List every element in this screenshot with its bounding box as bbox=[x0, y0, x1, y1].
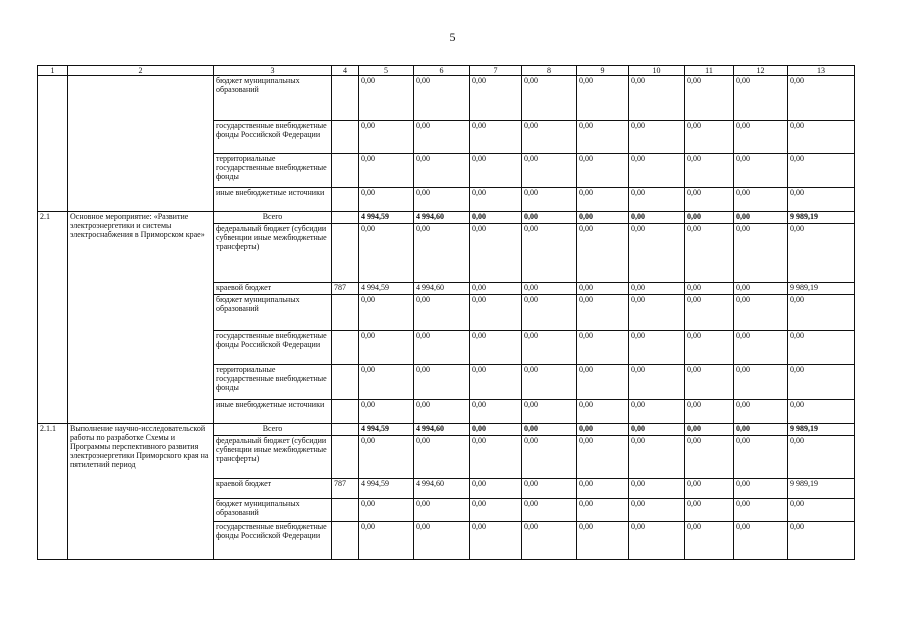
value-cell-col-6: 0,00 bbox=[414, 522, 470, 560]
value-cell-col-9: 0,00 bbox=[577, 154, 629, 188]
value-cell-col-13: 0,00 bbox=[788, 121, 855, 154]
value-cell-col-12: 0,00 bbox=[734, 331, 788, 365]
table-row bbox=[38, 212, 855, 224]
value-cell-col-12: 0,00 bbox=[734, 188, 788, 212]
code-cell bbox=[332, 76, 359, 121]
value-cell-col-5: 0,00 bbox=[359, 121, 414, 154]
col-header-6: 6 bbox=[414, 66, 470, 76]
code-cell bbox=[332, 331, 359, 365]
value-cell-col-5: 4 994,59 bbox=[359, 479, 414, 499]
value-cell-col-5: 0,00 bbox=[359, 400, 414, 424]
value-cell-col-6: 0,00 bbox=[414, 224, 470, 283]
value-cell-col-8: 0,00 bbox=[522, 188, 577, 212]
col-header-7: 7 bbox=[470, 66, 522, 76]
value-cell-col-13: 9 989,19 bbox=[788, 424, 855, 436]
value-cell-col-10: 0,00 bbox=[629, 188, 685, 212]
item-name-cell: Выполнение научно-исследовательской работы по разработке Схемы и Программы перспективного развития электроэнергетики Приморского края на пятилетний период bbox=[68, 424, 214, 560]
value-cell-col-11: 0,00 bbox=[685, 424, 734, 436]
value-cell-col-12: 0,00 bbox=[734, 499, 788, 522]
funding-source-cell: иные внебюджетные источники bbox=[214, 188, 332, 212]
value-cell-col-5: 4 994,59 bbox=[359, 283, 414, 295]
value-cell-col-13: 0,00 bbox=[788, 400, 855, 424]
value-cell-col-11: 0,00 bbox=[685, 76, 734, 121]
item-number-cell bbox=[38, 76, 68, 212]
value-cell-col-5: 0,00 bbox=[359, 295, 414, 331]
value-cell-col-5: 4 994,59 bbox=[359, 212, 414, 224]
funding-source-cell: территориальные государственные внебюджетные фонды bbox=[214, 365, 332, 400]
value-cell-col-7: 0,00 bbox=[470, 400, 522, 424]
value-cell-col-9: 0,00 bbox=[577, 121, 629, 154]
value-cell-col-11: 0,00 bbox=[685, 224, 734, 283]
value-cell-col-6: 0,00 bbox=[414, 76, 470, 121]
value-cell-col-8: 0,00 bbox=[522, 121, 577, 154]
value-cell-col-9: 0,00 bbox=[577, 188, 629, 212]
value-cell-col-11: 0,00 bbox=[685, 522, 734, 560]
value-cell-col-9: 0,00 bbox=[577, 76, 629, 121]
value-cell-col-7: 0,00 bbox=[470, 76, 522, 121]
code-cell bbox=[332, 224, 359, 283]
value-cell-col-11: 0,00 bbox=[685, 400, 734, 424]
budget-table bbox=[37, 65, 855, 560]
value-cell-col-6: 0,00 bbox=[414, 365, 470, 400]
funding-source-cell: бюджет муниципальных образований bbox=[214, 76, 332, 121]
value-cell-col-13: 0,00 bbox=[788, 499, 855, 522]
value-cell-col-6: 0,00 bbox=[414, 400, 470, 424]
value-cell-col-10: 0,00 bbox=[629, 479, 685, 499]
col-header-13: 13 bbox=[788, 66, 855, 76]
value-cell-col-12: 0,00 bbox=[734, 212, 788, 224]
value-cell-col-6: 0,00 bbox=[414, 331, 470, 365]
value-cell-col-9: 0,00 bbox=[577, 400, 629, 424]
value-cell-col-8: 0,00 bbox=[522, 331, 577, 365]
value-cell-col-5: 0,00 bbox=[359, 154, 414, 188]
value-cell-col-6: 4 994,60 bbox=[414, 479, 470, 499]
value-cell-col-11: 0,00 bbox=[685, 436, 734, 479]
value-cell-col-11: 0,00 bbox=[685, 154, 734, 188]
value-cell-col-11: 0,00 bbox=[685, 295, 734, 331]
value-cell-col-12: 0,00 bbox=[734, 400, 788, 424]
value-cell-col-10: 0,00 bbox=[629, 436, 685, 479]
code-cell bbox=[332, 400, 359, 424]
funding-source-cell: иные внебюджетные источники bbox=[214, 400, 332, 424]
funding-source-cell: территориальные государственные внебюджетные фонды bbox=[214, 154, 332, 188]
value-cell-col-8: 0,00 bbox=[522, 522, 577, 560]
value-cell-col-5: 0,00 bbox=[359, 188, 414, 212]
value-cell-col-8: 0,00 bbox=[522, 212, 577, 224]
value-cell-col-10: 0,00 bbox=[629, 331, 685, 365]
value-cell-col-8: 0,00 bbox=[522, 424, 577, 436]
value-cell-col-11: 0,00 bbox=[685, 121, 734, 154]
value-cell-col-8: 0,00 bbox=[522, 76, 577, 121]
value-cell-col-11: 0,00 bbox=[685, 331, 734, 365]
value-cell-col-7: 0,00 bbox=[470, 121, 522, 154]
value-cell-col-5: 0,00 bbox=[359, 499, 414, 522]
value-cell-col-10: 0,00 bbox=[629, 522, 685, 560]
header-row bbox=[38, 66, 855, 76]
value-cell-col-13: 0,00 bbox=[788, 76, 855, 121]
value-cell-col-9: 0,00 bbox=[577, 436, 629, 479]
value-cell-col-13: 0,00 bbox=[788, 365, 855, 400]
value-cell-col-10: 0,00 bbox=[629, 365, 685, 400]
value-cell-col-8: 0,00 bbox=[522, 499, 577, 522]
value-cell-col-6: 4 994,60 bbox=[414, 424, 470, 436]
col-header-2: 2 bbox=[68, 66, 214, 76]
value-cell-col-8: 0,00 bbox=[522, 365, 577, 400]
value-cell-col-12: 0,00 bbox=[734, 76, 788, 121]
value-cell-col-12: 0,00 bbox=[734, 224, 788, 283]
table-row bbox=[38, 424, 855, 436]
value-cell-col-5: 0,00 bbox=[359, 331, 414, 365]
code-cell bbox=[332, 154, 359, 188]
value-cell-col-13: 9 989,19 bbox=[788, 212, 855, 224]
value-cell-col-9: 0,00 bbox=[577, 365, 629, 400]
value-cell-col-8: 0,00 bbox=[522, 283, 577, 295]
value-cell-col-6: 0,00 bbox=[414, 499, 470, 522]
value-cell-col-13: 0,00 bbox=[788, 522, 855, 560]
value-cell-col-7: 0,00 bbox=[470, 188, 522, 212]
funding-source-cell: федеральный бюджет (субсидии субвенции иные межбюджетные трансферты) bbox=[214, 224, 332, 283]
code-cell bbox=[332, 212, 359, 224]
value-cell-col-5: 0,00 bbox=[359, 522, 414, 560]
value-cell-col-10: 0,00 bbox=[629, 283, 685, 295]
value-cell-col-7: 0,00 bbox=[470, 283, 522, 295]
code-cell bbox=[332, 121, 359, 154]
value-cell-col-12: 0,00 bbox=[734, 121, 788, 154]
code-cell bbox=[332, 522, 359, 560]
funding-source-cell: бюджет муниципальных образований bbox=[214, 499, 332, 522]
page-number: 5 bbox=[449, 30, 456, 44]
value-cell-col-7: 0,00 bbox=[470, 436, 522, 479]
funding-source-cell: Всего bbox=[214, 424, 332, 436]
value-cell-col-9: 0,00 bbox=[577, 522, 629, 560]
value-cell-col-12: 0,00 bbox=[734, 295, 788, 331]
funding-source-cell: федеральный бюджет (субсидии субвенции иные межбюджетные трансферты) bbox=[214, 436, 332, 479]
value-cell-col-13: 9 989,19 bbox=[788, 283, 855, 295]
col-header-11: 11 bbox=[685, 66, 734, 76]
col-header-8: 8 bbox=[522, 66, 577, 76]
value-cell-col-8: 0,00 bbox=[522, 436, 577, 479]
value-cell-col-10: 0,00 bbox=[629, 76, 685, 121]
value-cell-col-9: 0,00 bbox=[577, 479, 629, 499]
col-header-9: 9 bbox=[577, 66, 629, 76]
value-cell-col-7: 0,00 bbox=[470, 522, 522, 560]
item-number-cell: 2.1 bbox=[38, 212, 68, 424]
value-cell-col-13: 0,00 bbox=[788, 331, 855, 365]
table-row bbox=[38, 76, 855, 121]
value-cell-col-7: 0,00 bbox=[470, 365, 522, 400]
value-cell-col-6: 0,00 bbox=[414, 436, 470, 479]
code-cell: 787 bbox=[332, 283, 359, 295]
value-cell-col-13: 0,00 bbox=[788, 436, 855, 479]
value-cell-col-8: 0,00 bbox=[522, 400, 577, 424]
value-cell-col-8: 0,00 bbox=[522, 479, 577, 499]
value-cell-col-10: 0,00 bbox=[629, 499, 685, 522]
value-cell-col-9: 0,00 bbox=[577, 224, 629, 283]
value-cell-col-5: 0,00 bbox=[359, 224, 414, 283]
value-cell-col-12: 0,00 bbox=[734, 522, 788, 560]
value-cell-col-12: 0,00 bbox=[734, 154, 788, 188]
value-cell-col-7: 0,00 bbox=[470, 224, 522, 283]
value-cell-col-5: 0,00 bbox=[359, 76, 414, 121]
code-cell bbox=[332, 365, 359, 400]
value-cell-col-13: 0,00 bbox=[788, 154, 855, 188]
value-cell-col-12: 0,00 bbox=[734, 424, 788, 436]
value-cell-col-10: 0,00 bbox=[629, 212, 685, 224]
value-cell-col-11: 0,00 bbox=[685, 499, 734, 522]
funding-source-cell: краевой бюджет bbox=[214, 479, 332, 499]
value-cell-col-6: 0,00 bbox=[414, 295, 470, 331]
value-cell-col-11: 0,00 bbox=[685, 212, 734, 224]
value-cell-col-8: 0,00 bbox=[522, 224, 577, 283]
value-cell-col-9: 0,00 bbox=[577, 295, 629, 331]
value-cell-col-11: 0,00 bbox=[685, 283, 734, 295]
code-cell bbox=[332, 188, 359, 212]
value-cell-col-13: 9 989,19 bbox=[788, 479, 855, 499]
value-cell-col-9: 0,00 bbox=[577, 331, 629, 365]
value-cell-col-10: 0,00 bbox=[629, 154, 685, 188]
item-name-cell: Основное мероприятие: «Развитие электроэнергетики и системы электроснабжения в Приморском крае» bbox=[68, 212, 214, 424]
col-header-12: 12 bbox=[734, 66, 788, 76]
value-cell-col-7: 0,00 bbox=[470, 331, 522, 365]
col-header-3: 3 bbox=[214, 66, 332, 76]
value-cell-col-7: 0,00 bbox=[470, 295, 522, 331]
value-cell-col-13: 0,00 bbox=[788, 188, 855, 212]
funding-source-cell: краевой бюджет bbox=[214, 283, 332, 295]
value-cell-col-12: 0,00 bbox=[734, 479, 788, 499]
value-cell-col-9: 0,00 bbox=[577, 424, 629, 436]
value-cell-col-7: 0,00 bbox=[470, 212, 522, 224]
item-name-cell bbox=[68, 76, 214, 212]
value-cell-col-6: 4 994,60 bbox=[414, 212, 470, 224]
value-cell-col-12: 0,00 bbox=[734, 436, 788, 479]
funding-source-cell: государственные внебюджетные фонды Российской Федерации bbox=[214, 331, 332, 365]
col-header-5: 5 bbox=[359, 66, 414, 76]
value-cell-col-9: 0,00 bbox=[577, 212, 629, 224]
funding-source-cell: государственные внебюджетные фонды Российской Федерации bbox=[214, 522, 332, 560]
value-cell-col-10: 0,00 bbox=[629, 400, 685, 424]
value-cell-col-11: 0,00 bbox=[685, 365, 734, 400]
value-cell-col-12: 0,00 bbox=[734, 365, 788, 400]
value-cell-col-11: 0,00 bbox=[685, 479, 734, 499]
value-cell-col-13: 0,00 bbox=[788, 224, 855, 283]
value-cell-col-8: 0,00 bbox=[522, 295, 577, 331]
value-cell-col-11: 0,00 bbox=[685, 188, 734, 212]
col-header-4: 4 bbox=[332, 66, 359, 76]
value-cell-col-6: 4 994,60 bbox=[414, 283, 470, 295]
value-cell-col-6: 0,00 bbox=[414, 121, 470, 154]
value-cell-col-10: 0,00 bbox=[629, 224, 685, 283]
table-body bbox=[38, 76, 855, 560]
value-cell-col-7: 0,00 bbox=[470, 424, 522, 436]
value-cell-col-5: 0,00 bbox=[359, 365, 414, 400]
value-cell-col-8: 0,00 bbox=[522, 154, 577, 188]
col-header-1: 1 bbox=[38, 66, 68, 76]
value-cell-col-7: 0,00 bbox=[470, 154, 522, 188]
value-cell-col-10: 0,00 bbox=[629, 295, 685, 331]
value-cell-col-6: 0,00 bbox=[414, 154, 470, 188]
code-cell bbox=[332, 295, 359, 331]
value-cell-col-10: 0,00 bbox=[629, 424, 685, 436]
code-cell bbox=[332, 436, 359, 479]
value-cell-col-9: 0,00 bbox=[577, 283, 629, 295]
funding-source-cell: бюджет муниципальных образований bbox=[214, 295, 332, 331]
item-number-cell: 2.1.1 bbox=[38, 424, 68, 560]
value-cell-col-9: 0,00 bbox=[577, 499, 629, 522]
value-cell-col-7: 0,00 bbox=[470, 499, 522, 522]
value-cell-col-7: 0,00 bbox=[470, 479, 522, 499]
value-cell-col-13: 0,00 bbox=[788, 295, 855, 331]
value-cell-col-5: 0,00 bbox=[359, 436, 414, 479]
value-cell-col-10: 0,00 bbox=[629, 121, 685, 154]
code-cell: 787 bbox=[332, 479, 359, 499]
funding-source-cell: государственные внебюджетные фонды Российской Федерации bbox=[214, 121, 332, 154]
code-cell bbox=[332, 499, 359, 522]
value-cell-col-12: 0,00 bbox=[734, 283, 788, 295]
code-cell bbox=[332, 424, 359, 436]
col-header-10: 10 bbox=[629, 66, 685, 76]
funding-source-cell: Всего bbox=[214, 212, 332, 224]
value-cell-col-6: 0,00 bbox=[414, 188, 470, 212]
value-cell-col-5: 4 994,59 bbox=[359, 424, 414, 436]
